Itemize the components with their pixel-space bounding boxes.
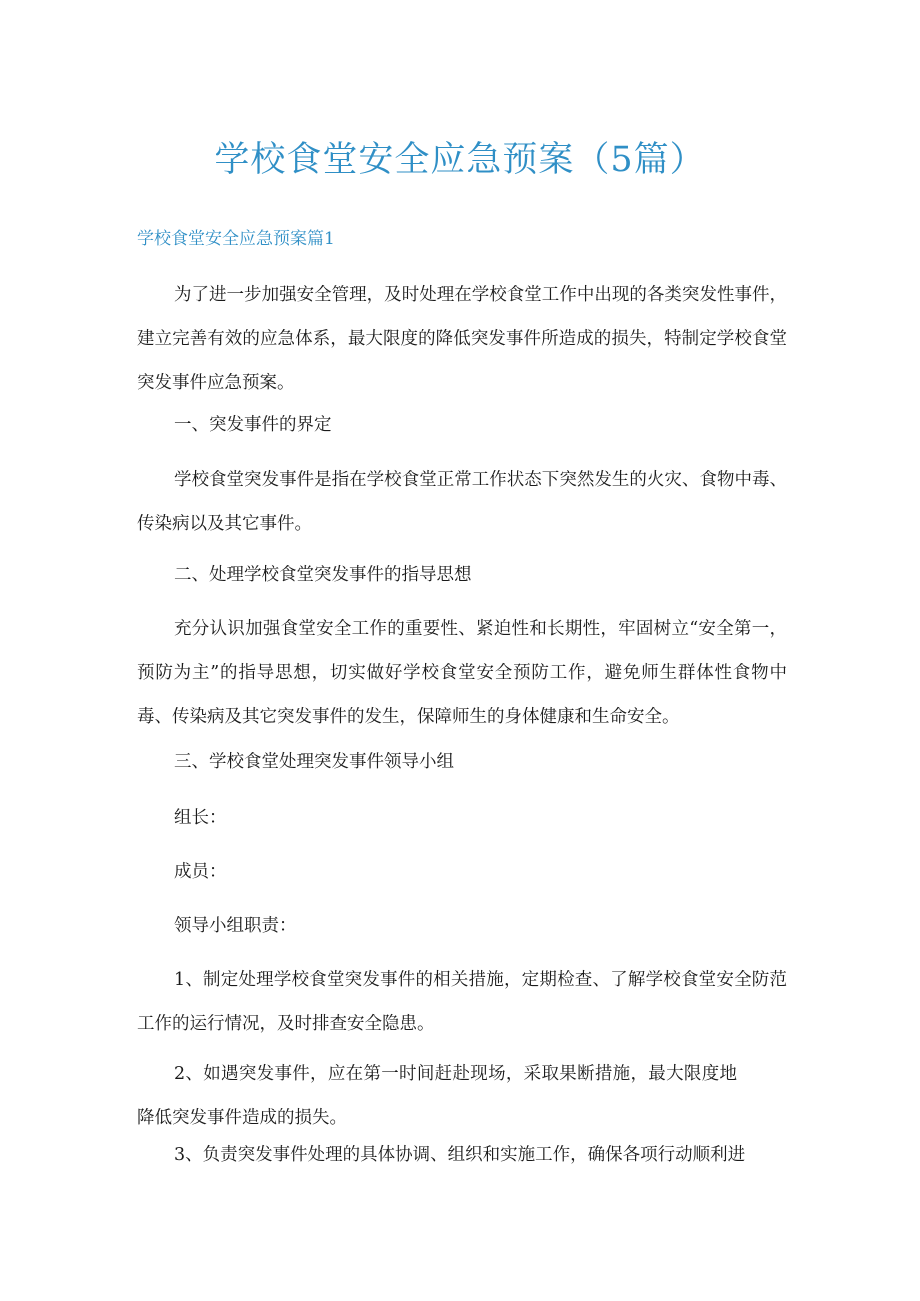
heading-2: 二、处理学校食堂突发事件的指导思想 xyxy=(174,565,472,585)
document-title: 学校食堂安全应急预案（5篇） xyxy=(214,140,706,180)
duty-1: 1、制定处理学校食堂突发事件的相关措施，定期检查、了解学校食堂安全防范工作的运行情况，及时排查安全隐患。 xyxy=(137,970,787,1034)
team-leader: 组长： xyxy=(174,808,227,828)
section-title: 学校食堂安全应急预案篇1 xyxy=(137,229,335,249)
heading-1: 一、突发事件的界定 xyxy=(174,415,332,435)
duty-2: 2、如遇突发事件，应在第一时间赶赴现场，采取果断措施，最大限度地降低突发事件造成的损失。 xyxy=(137,1064,737,1128)
team-members: 成员： xyxy=(174,862,227,882)
duty-3: 3、负责突发事件处理的具体协调、组织和实施工作，确保各项行动顺利进 xyxy=(174,1145,746,1165)
paragraph-intro: 为了进一步加强安全管理，及时处理在学校食堂工作中出现的各类突发性事件，建立完善有效的应急体系，最大限度的降低突发事件所造成的损失，特制定学校食堂突发事件应急预案。 xyxy=(137,285,787,393)
paragraph-guideline: 充分认识加强食堂安全工作的重要性、紧迫性和长期性，牢固树立“安全第一，预防为主”的指导思想，切实做好学校食堂安全预防工作，避免师生群体性食物中毒、传染病及其它突发事件的发生，保障师生的身体健康和生命安全。 xyxy=(137,619,787,727)
heading-3: 三、学校食堂处理突发事件领导小组 xyxy=(174,752,454,772)
paragraph-definition: 学校食堂突发事件是指在学校食堂正常工作状态下突然发生的火灾、食物中毒、传染病以及其它事件。 xyxy=(137,470,787,534)
team-duties-label: 领导小组职责： xyxy=(174,916,297,936)
